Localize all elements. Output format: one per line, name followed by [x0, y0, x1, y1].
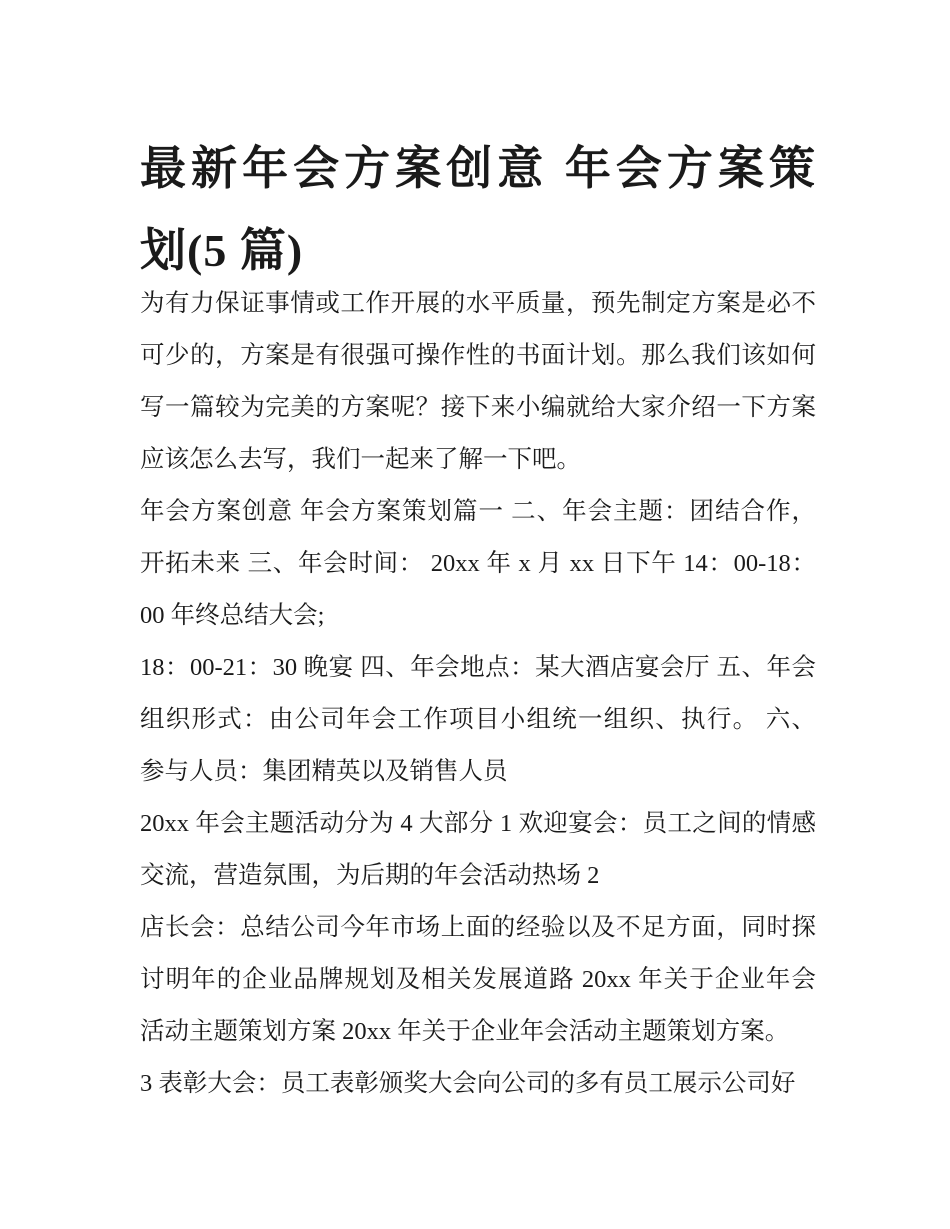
paragraph-intro: [140, 278, 816, 486]
text-line: 讨明年的企业品牌规划及相关发展道路 20xx 年关于企业年会: [140, 966, 816, 993]
paragraph-activities: [140, 798, 816, 902]
document-body: [140, 278, 816, 1110]
text-line: 应该怎么去写，我们一起来了解一下吧。: [140, 446, 581, 473]
title-line-2: 划(5 篇): [140, 224, 304, 276]
text-line: 可少的，方案是有很强可操作性的书面计划。那么我们该如何: [140, 342, 816, 369]
text-line: 18：00-21：30 晚宴 四、年会地点：某大酒店宴会厅 五、年会: [140, 654, 816, 681]
text-line: 组织形式：由公司年会工作项目小组统一组织、执行。 六、: [140, 706, 816, 733]
text-line: 00 年终总结大会;: [140, 602, 325, 629]
paragraph-manager-meeting: [140, 902, 816, 1058]
paragraph-theme-time: [140, 486, 816, 642]
text-line: 写一篇较为完美的方案呢？接下来小编就给大家介绍一下方案: [140, 394, 816, 421]
text-line: 店长会：总结公司今年市场上面的经验以及不足方面，同时探: [140, 914, 816, 941]
text-line: 年会方案创意 年会方案策划篇一 二、年会主题：团结合作，: [140, 498, 816, 525]
text-line: 参与人员：集团精英以及销售人员: [140, 758, 508, 785]
text-line: 为有力保证事情或工作开展的水平质量，预先制定方案是必不: [140, 290, 816, 317]
text-line: 交流，营造氛围，为后期的年会活动热场 2: [140, 862, 600, 889]
paragraph-location-organization: [140, 642, 816, 798]
paragraph-award-ceremony: [140, 1058, 816, 1110]
text-line: 活动主题策划方案 20xx 年关于企业年会活动主题策划方案。: [140, 1018, 790, 1045]
text-line: 3 表彰大会：员工表彰颁奖大会向公司的多有员工展示公司好: [140, 1070, 796, 1097]
document-title: [140, 128, 816, 292]
text-line: 20xx 年会主题活动分为 4 大部分 1 欢迎宴会：员工之间的情感: [140, 810, 816, 837]
title-line-1: 最新年会方案创意 年会方案策: [140, 142, 816, 194]
text-line: 开拓未来 三、年会时间： 20xx 年 x 月 xx 日下午 14：00-18：: [140, 550, 816, 577]
